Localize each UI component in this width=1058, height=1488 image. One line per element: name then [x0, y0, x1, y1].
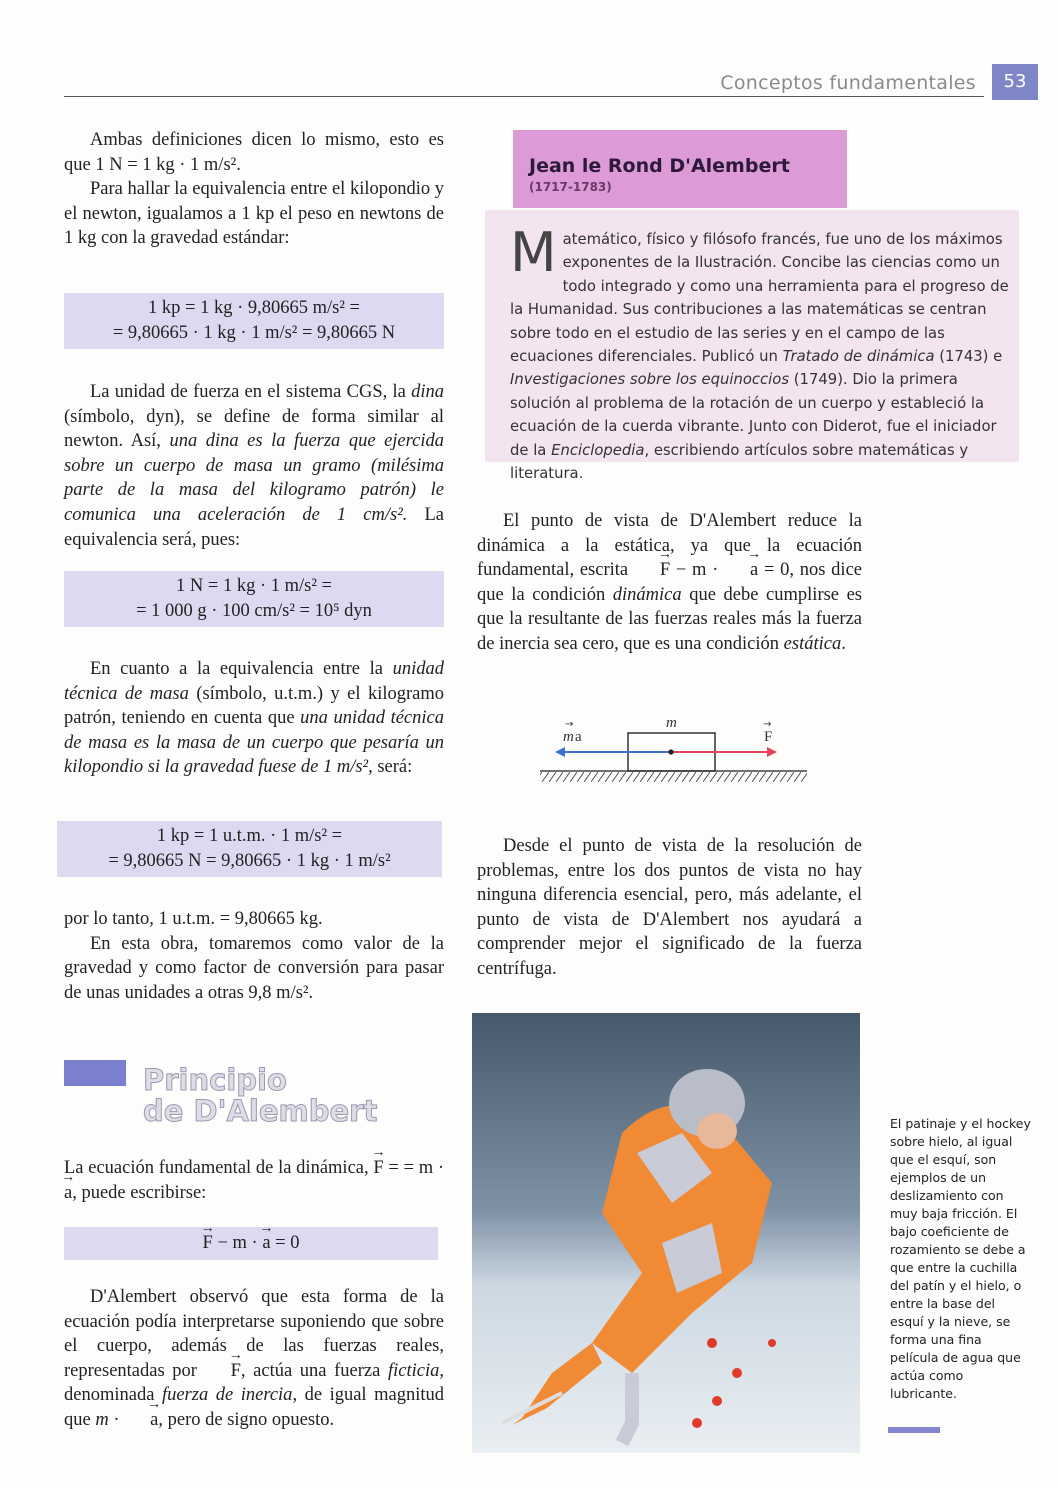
center-of-mass-dot	[668, 749, 673, 754]
text-run: , puede escribirse:	[72, 1182, 207, 1203]
photo-caption: El patinaje y el hockey sobre hielo, al igual que el esquí, son ejemplos de un deslizamiento con muy baja fricción. El bajo coeficiente de rozamiento se debe a que entre la cuchilla del patín y el hielo, o entre la base del esquí y la nieve, se forma una fina película de agua que actúa como lubricante.	[890, 1116, 1031, 1401]
paragraph-cgs	[64, 380, 444, 552]
section-marker-bar	[64, 1060, 126, 1086]
text-run: ·	[108, 1409, 125, 1430]
paragraph-kilopondio: Para hallar la equivalencia entre el kilopondio y el newton, igualamos a 1 kp el peso en newtons de 1 kg con la gravedad estándar:	[64, 179, 444, 249]
formula-line: 1 N = 1 kg · 1 m/s² =	[176, 576, 332, 596]
running-header: Conceptos fundamentales	[720, 72, 976, 94]
track-marker	[712, 1396, 722, 1406]
speed-skater-photo	[472, 1013, 860, 1453]
formula-box-dalembert	[64, 1227, 438, 1260]
text-run: (1743) e	[934, 348, 1003, 366]
biography-name: Jean le Rond D'Alembert	[529, 155, 790, 177]
text-run: El punto de vista de D'Alembert reduce la dinámica a la estática, ya que la ecuación fundamental, escrita	[477, 511, 862, 581]
force-diagram	[535, 712, 825, 802]
paragraph-equation-intro	[64, 1156, 444, 1205]
italic-term: unidad técnica de masa	[64, 659, 444, 704]
text-run: , denominada	[64, 1360, 444, 1406]
formula-box-utm	[57, 821, 442, 877]
text-run: atemático, físico y filósofo francés, fue uno de los máximos exponentes de la Ilustración. Concibe las ciencias como un todo integrado y como una herramienta para el progreso de la Humanidad. Sus contribuciones a las matemáticas se centran sobre todo en el estudio de las series y en el campo de las ecuaciones diferenciales. Publicó un	[510, 231, 1009, 366]
vector-F: → F	[634, 558, 670, 583]
formula-box-dyn	[64, 571, 444, 627]
ground-hatching	[540, 772, 807, 782]
text-run: (símbolo, u.t.m.) y el kilogramo patrón, teniendo en cuenta que	[64, 683, 444, 729]
label-force: F	[764, 729, 773, 745]
label-m: m	[563, 729, 574, 745]
formula-box-kp	[64, 293, 444, 349]
book-title: Tratado de dinámica	[782, 348, 935, 366]
italic-term: estática	[783, 633, 842, 654]
text-run: , de igual magnitud que	[64, 1385, 444, 1430]
text-run: = 0, nos dice que la condición	[477, 560, 862, 605]
vector-a: → a	[262, 1231, 270, 1256]
text-run: D'Alembert observó que esta forma de la ecuación podía interpretarse suponiendo que sobre el cuerpo, además de las fuerzas reales, representadas por	[64, 1287, 444, 1381]
track-marker	[692, 1418, 702, 1428]
label-a: a	[575, 729, 582, 745]
vector-arrow-icon: →	[565, 719, 574, 730]
vector-a: → a	[124, 1408, 158, 1433]
track-marker	[768, 1339, 776, 1347]
text-run: , será:	[368, 757, 413, 778]
skater-face	[697, 1113, 737, 1149]
biography-text	[510, 221, 1010, 485]
drop-cap: M	[510, 221, 557, 284]
text-run: − m ·	[212, 1233, 263, 1253]
italic-term: m	[95, 1409, 109, 1430]
paragraph-inertia	[64, 1285, 444, 1433]
text-run: , pero de signo opuesto.	[158, 1409, 335, 1430]
text-run: = = m ·	[383, 1158, 445, 1178]
vector-arrow-icon: →	[763, 719, 772, 730]
text-run: La ecuación fundamental de la dinámica,	[64, 1158, 374, 1178]
book-title: Enciclopedia	[551, 441, 645, 459]
text-run: = 0	[270, 1233, 300, 1253]
paragraph-utm-result: por lo tanto, 1 u.t.m. = 9,80665 kg.	[64, 909, 323, 929]
text-run: , actúa una fuerza	[240, 1360, 388, 1381]
text-run: La equivalencia será, pues:	[64, 504, 445, 550]
track-marker	[732, 1368, 742, 1378]
text-run: que debe cumplirse es que la resultante de las fuerzas reales más la fuerza de inercia sea cero, que es una condición	[477, 584, 863, 654]
text-run: (símbolo, dyn), se define de forma similar al newton. Así,	[64, 406, 444, 452]
text-run: − m ·	[670, 560, 725, 581]
italic-term: ficticia	[388, 1360, 440, 1381]
left-column-conclusion	[64, 907, 444, 1005]
paragraph-problem-solving	[477, 834, 862, 982]
page-number: 53	[992, 64, 1038, 100]
label-mass: m	[666, 715, 677, 731]
book-title: Investigaciones sobre los equinoccios	[510, 371, 790, 389]
inertia-force-arrowhead	[555, 747, 565, 757]
text-run: (1749). Dio la primera solución al problema de la rotación de un cuerpo y estableció la ecuación de la cuerda vibrante. Junto con Diderot, fue el iniciador de la	[510, 371, 997, 459]
section-title	[143, 1065, 377, 1127]
italic-term: dinámica	[612, 584, 682, 605]
real-force-arrowhead	[767, 747, 777, 757]
formula-line: = 1 000 g · 100 cm/s² = 10⁵ dyn	[136, 601, 372, 621]
paragraph-text: Desde el punto de vista de la resolución de problemas, entre los dos puntos de vista no hay ninguna diferencia esencial, pero, más adelante, el punto de vista de D'Alembert nos ayudará a comprender mejor el significado de la fuerza centrífuga.	[477, 836, 862, 979]
vector-F: → F	[373, 1156, 383, 1181]
paragraph-definitions: Ambas definiciones dicen lo mismo, esto es que 1 N = 1 kg · 1 m/s².	[64, 130, 444, 175]
section-title-line: de D'Alembert	[143, 1094, 378, 1128]
formula-line: 1 kp = 1 u.t.m. · 1 m/s² =	[156, 826, 343, 846]
formula-line	[64, 1231, 438, 1256]
header-rule	[64, 96, 984, 97]
text-run: La unidad de fuerza en el sistema CGS, la	[90, 382, 412, 402]
text-run: , escribiendo artículos sobre matemáticas y literatura.	[510, 441, 969, 483]
paragraph-gravity: En esta obra, tomaremos como valor de la gravedad y como factor de conversión para pasar de unas unidades a otras 9,8 m/s².	[64, 933, 444, 1003]
text-run: En cuanto a la equivalencia entre la	[90, 659, 393, 679]
paragraph-utm	[64, 657, 444, 780]
formula-line: = 9,80665 · 1 kg · 1 m/s² = 9,80665 N	[112, 323, 396, 343]
vector-F: → F	[203, 1231, 213, 1256]
italic-term: dina	[411, 382, 444, 402]
vector-a: → a	[64, 1181, 72, 1206]
track-marker	[707, 1338, 717, 1348]
caption-marker-bar	[888, 1427, 940, 1433]
formula-line: = 9,80665 N = 9,80665 · 1 kg · 1 m/s²	[108, 851, 391, 871]
biography-dates: (1717-1783)	[529, 180, 612, 194]
vector-F: → F	[205, 1359, 241, 1384]
vector-a: → a	[724, 558, 758, 583]
italic-definition: una unidad técnica de masa es la masa de un cuerpo que pesaría un kilopondio si la gravedad fuese de 1 m/s²	[64, 708, 444, 778]
text-run: .	[841, 633, 846, 654]
section-title-line: Principio	[143, 1063, 287, 1097]
italic-definition: una dina es la fuerza que ejercida sobre un cuerpo de masa un gramo (milésima parte de la masa del kilogramo patrón) le comunica una aceleración de 1 cm/s².	[64, 431, 445, 525]
left-column-top	[64, 128, 444, 251]
italic-term: fuerza de inercia	[161, 1385, 293, 1406]
paragraph-dalembert-view	[477, 509, 862, 657]
formula-line: 1 kp = 1 kg · 9,80665 m/s² =	[148, 298, 360, 318]
